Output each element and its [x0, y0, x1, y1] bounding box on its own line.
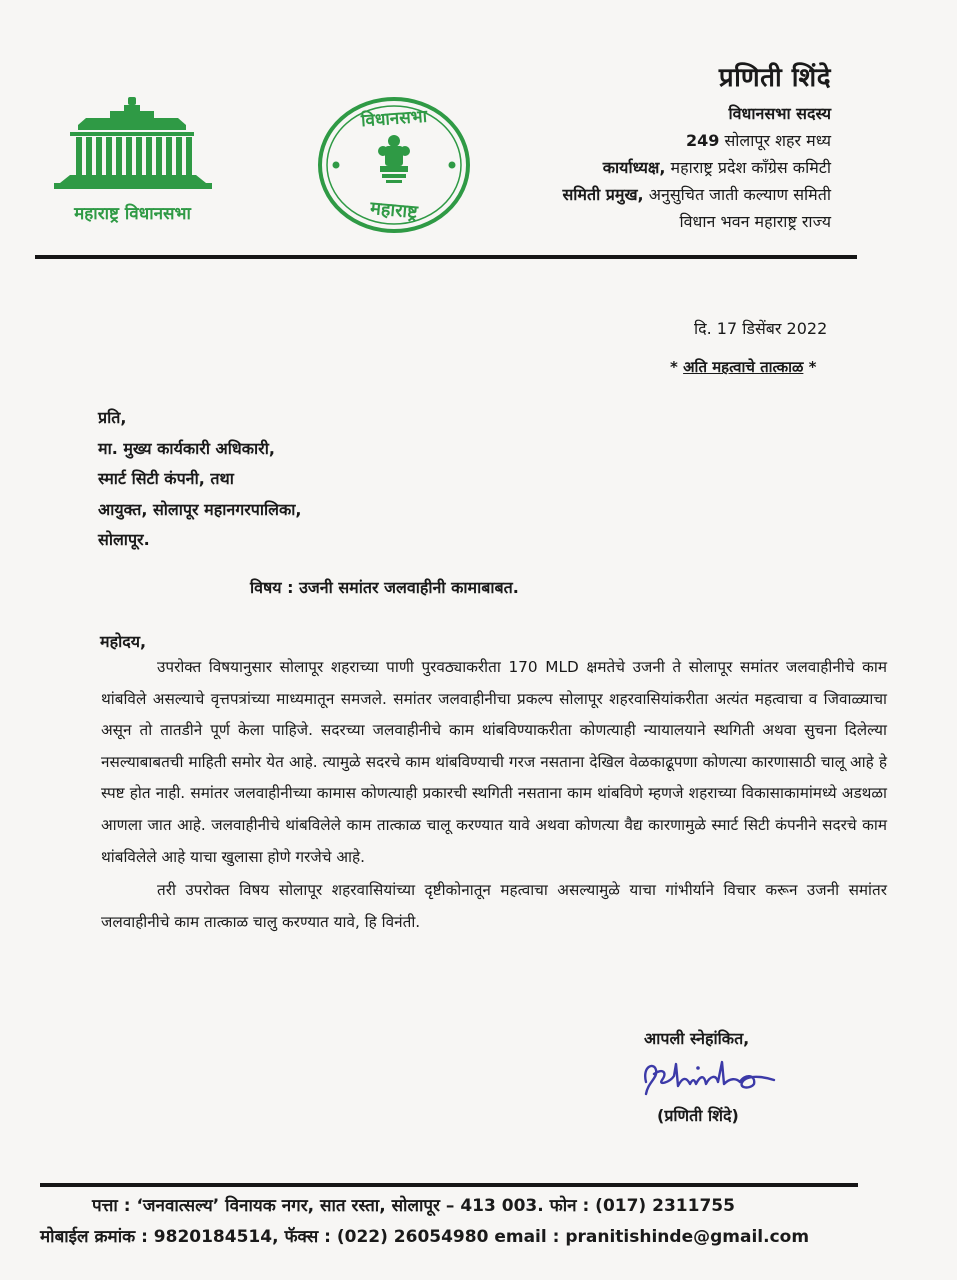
assembly-building-icon [40, 95, 225, 200]
constituency-number: 249 [685, 131, 720, 150]
office-line: विधान भवन महाराष्ट्र राज्य [679, 212, 831, 231]
committee-line [371, 181, 831, 208]
party-post-org: महाराष्ट्र प्रदेश काँग्रेस कमिटी [665, 158, 831, 177]
recipient-address [98, 403, 302, 556]
subject-line: विषय : उजनी समांतर जलवाहीनी कामाबाबत. [250, 578, 519, 597]
footer-divider [40, 1183, 858, 1187]
urgency-star-right: * [808, 358, 817, 376]
urgency-star-left: * [670, 358, 678, 376]
party-post-title: कार्याध्यक्ष, [602, 158, 666, 177]
constituency-name: सोलापूर शहर मध्य [719, 131, 831, 150]
committee-title: समिती प्रमुख, [562, 185, 644, 204]
urgency-note [670, 357, 816, 377]
body-paragraph: उपरोक्त विषयानुसार सोलापूर शहराच्या पाणी पुरवठ्याकरीता 170 MLD क्षमतेचे उजनी ते सोलापूर समांतर जलवाहीनीचे काम थांबविले असल्याचे वृत्तपत्रांच्या माध्यमातून समजले. समांतर जलवाहीनीचा प्रकल्प सोलापूर शहरवासियांकरीता अत्यंत महत्वाचा व जिवाळ्याचा असून तो तातडीने पूर्ण केला पाहिजे. सदरच्या जलवाहीनीचे काम थांबविण्याकरीता कोणत्याही न्यायालयाने स्थगिती अथवा सुचना दिलेल्या नसल्याबाबतची माहिती समोर येत आहे. त्यामुळे सदरचे काम थांबविण्याची गरज नसताना देखिल वेळकाढूपणा कोणत्या कारणासाठी चालू आहे हे स्पष्ट होत नाही. समांतर जलवाहीनीच्या कामास कोणत्याही प्रकारची स्थगिती नसताना काम थांबविणे म्हणजे शहराच्या विकासाकामांमध्ये अडथळा आणला जात आहे. जलवाहीनीचे थांबविलेले काम तात्काळ चालू करण्यात यावे अथवा कोणत्या वैद्य कारणामुळे स्मार्ट सिटी कंपनीने सदरचे काम थांबविलेले आहे याचा खुलासा होणे गरजेचे आहे. [101, 658, 887, 866]
address-line: प्रति, [98, 408, 127, 427]
sender-name: प्रणिती शिंदे [718, 63, 831, 93]
vidhan-sabha-logo [40, 95, 225, 235]
address-line: मा. मुख्य कार्यकारी अधिकारी, [98, 438, 275, 458]
party-post-line [371, 154, 831, 181]
letterhead-details [371, 58, 831, 235]
body-paragraph: तरी उपरोक्त विषय सोलापूर शहरवासियांच्या दृष्टीकोनातून महत्वाचा असल्यामुळे याचा गांभीर्याने विचार करून उजनी समांतर जलवाहीनीचे काम तात्काळ चालु करण्यात यावे, हि विनंती. [101, 881, 887, 931]
assembly-caption: महाराष्ट्र विधानसभा [74, 204, 191, 224]
seal-bottom-text: महाराष्ट्र [369, 197, 419, 224]
address-line: स्मार्ट सिटी कंपनी, तथा [98, 469, 234, 488]
footer-contact: मोबाईल क्रमांक : 9820184514, फॅक्स : (022) 26054980 email : pranitishinde@gmail.com [40, 1227, 810, 1247]
seal-top-text: विधानसभा [360, 106, 428, 132]
handwritten-signature [632, 1052, 782, 1102]
salutation: महोदय, [100, 632, 147, 651]
address-line: आयुक्त, सोलापूर महानगरपालिका, [98, 499, 302, 519]
signatory-name: (प्रणिती शिंदे) [657, 1106, 739, 1125]
designation-line: विधानसभा सदस्य [728, 104, 831, 123]
closing-phrase: आपली स्नेहांकित, [644, 1029, 750, 1048]
letter-date: दि. 17 डिसेंबर 2022 [694, 319, 828, 338]
committee-name: अनुसुचित जाती कल्याण समिती [643, 185, 831, 204]
header-divider [35, 255, 857, 259]
constituency-line [371, 127, 831, 154]
footer-address: पत्ता : ‘जनवात्सल्य’ विनायक नगर, सात रस्ता, सोलापूर – 413 003. फोन : (017) 2311755 [92, 1196, 735, 1216]
address-line: सोलापूर. [98, 530, 150, 549]
letter-body [101, 652, 887, 938]
urgency-text: अति महत्वाचे तात्काळ [683, 358, 804, 376]
